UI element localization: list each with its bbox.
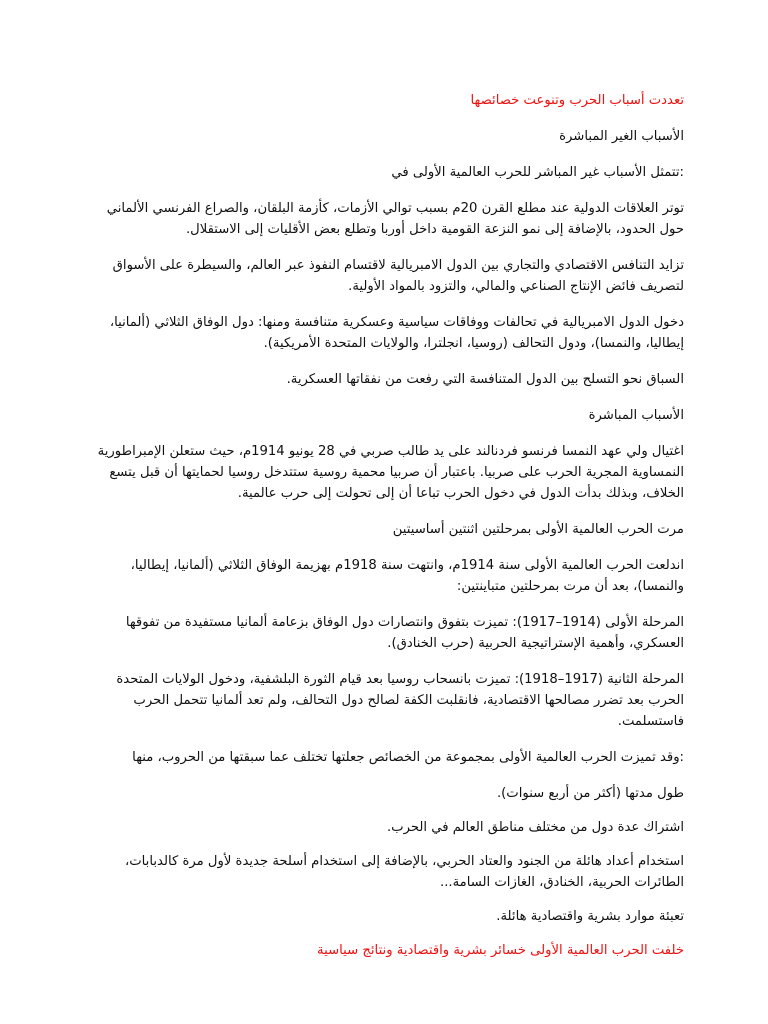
indirect-cause-1: توتر العلاقات الدولية عند مطلع القرن 20م بسبب توالي الأزمات، كأزمة البلقان، والصراع الفرنسي الألماني حول الحدود، بالإضافة إلى نمو النزعة القومية داخل أوربا وتطلع بعض الأقليات إلى الاستقلال. <box>106 201 684 237</box>
indirect-causes-intro: :تتمثل الأسباب غير المباشر للحرب العالمية الأولى في <box>391 165 684 180</box>
indirect-cause-3: دخول الدول الامبريالية في تحالفات ووفاقات سياسية وعسكرية متنافسة ومنها: دول الوفاق الثلاثي (ألمانيا، إيطاليا، والنمسا)، ودول التحالف (روسيا، انجلترا، والولايات المتحدة الأمريكية). <box>109 315 684 351</box>
characteristic-3: استخدام أعداد هائلة من الجنود والعتاد الحربي، بالإضافة إلى استخدام أسلحة جديدة لأول مرة كالدبابات، الطائرات الحربية، الخنادق، الغازات السامة... <box>124 854 684 890</box>
phase-two: المرحلة الثانية (1917–1918): تميزت بانسحاب روسيا بعد قيام الثورة البلشفية، ودخول الولايات المتحدة الحرب بعد تضرر مصالحها الاقتصادية، فانقلبت الكفة لصالح دول التحالف، ولم تعد ألمانيا تتحمل الحرب فاستسلمت. <box>116 672 684 729</box>
closing-statement: خلفت الحرب العالمية الأولى خسائر بشرية واقتصادية ونتائج سياسية <box>317 943 684 958</box>
indirect-cause-2: تزايد التنافس الاقتصادي والتجاري بين الدول الامبريالية لاقتسام النفوذ عبر العالم، والسيطرة على الأسواق لتصريف فائض الإنتاج الصناعي والمالي، والتزود بالمواد الأولية. <box>112 258 684 294</box>
phase-one: المرحلة الأولى (1914–1917): تميزت بتفوق وانتصارات دول الوفاق بزعامة ألمانيا مستفيدة من تفوقها العسكري، وأهمية الإستراتيجية الحربية (حرب الخنادق). <box>125 615 684 651</box>
indirect-cause-4: السباق نحو التسلح بين الدول المتنافسة التي رفعت من نفقاتها العسكرية. <box>286 372 684 387</box>
direct-causes-heading: الأسباب المباشرة <box>588 408 684 423</box>
characteristic-2: اشتراك عدة دول من مختلف مناطق العالم في الحرب. <box>386 820 684 835</box>
characteristics-intro: :وقد تميزت الحرب العالمية الأولى بمجموعة من الخصائص جعلتها تختلف عما سبقتها من الحروب، منها <box>132 750 684 765</box>
document-page <box>82 90 684 976</box>
characteristic-4: تعبئة موارد بشرية واقتصادية هائلة. <box>496 909 684 924</box>
characteristic-1: طول مدتها (أكثر من أربع سنوات). <box>496 786 684 801</box>
phases-heading: مرت الحرب العالمية الأولى بمرحلتين اثنتين أساسيتين <box>392 522 684 537</box>
phases-intro: اندلعت الحرب العالمية الأولى سنة 1914م، وانتهت سنة 1918م بهزيمة الوفاق الثلاثي (ألمانيا، إيطاليا، والنمسا)، بعد أن مرت بمرحلتين متباينتين: <box>130 558 684 594</box>
direct-cause-text: اغتيال ولي عهد النمسا فرنسو فردنالند على يد طالب صربي في 28 يونيو 1914م، حيث ستعلن الإمبراطورية النمساوية المجرية الحرب على صربيا. باعتبار أن صربيا محمية روسية ستتدخل روسيا لحمايتها أن قبل يتسع الخلاف، وبذلك بدأت الدول في دخول الحرب تباعا أن إلى تحولت إلى حرب عالمية. <box>97 444 684 501</box>
document-title: تعددت أسباب الحرب وتنوعت خصائصها <box>470 93 684 108</box>
indirect-causes-heading: الأسباب الغير المباشرة <box>559 129 684 144</box>
